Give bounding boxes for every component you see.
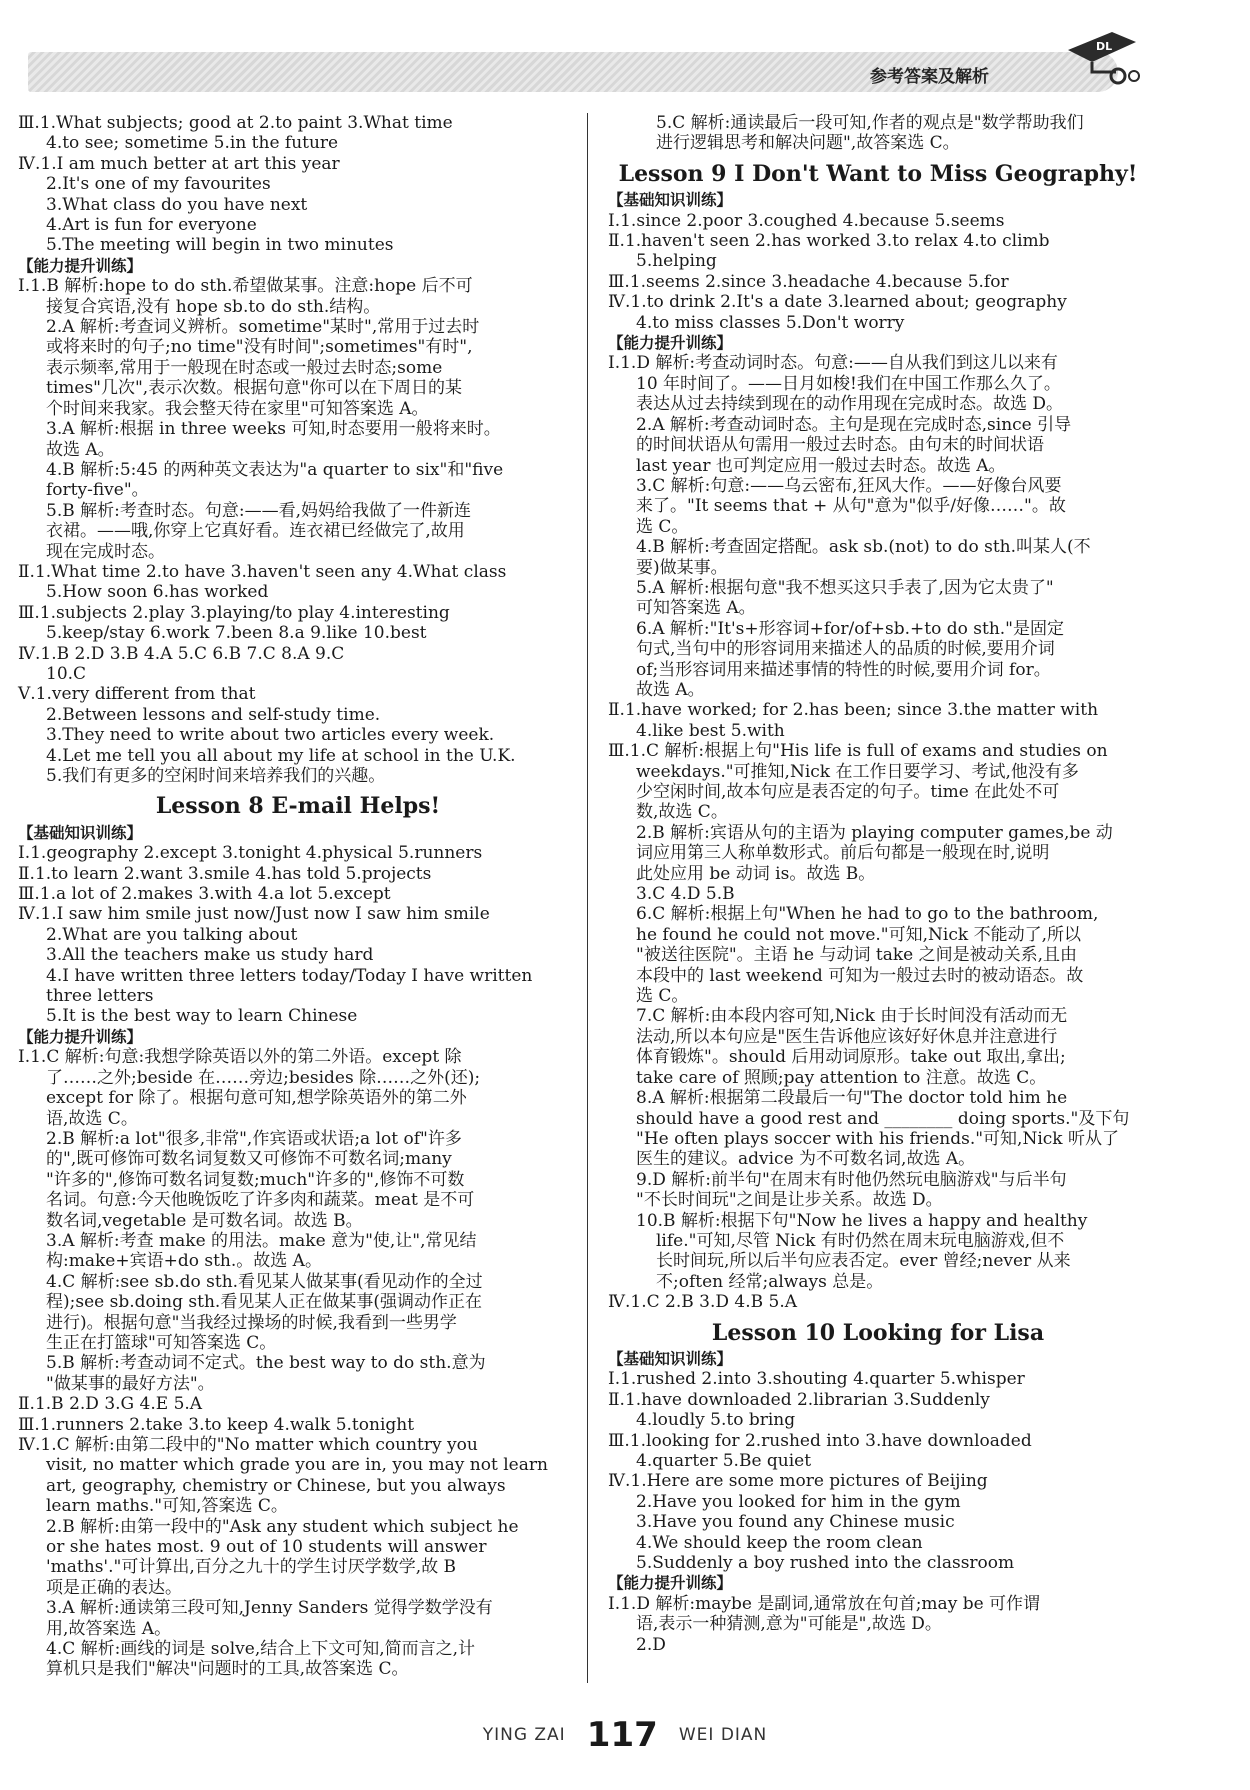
- svg-text:DL: DL: [1096, 40, 1113, 53]
- answer-line: Ⅰ.1.D 解析:maybe 是副词,通常放在句首;may be 可作谓: [608, 1593, 1041, 1614]
- answer-line: 要)做某事。: [636, 557, 728, 578]
- answer-line: 进行逻辑思考和解决问题",故答案选 C。: [656, 133, 960, 154]
- logo-badge-icon: [1062, 28, 1142, 88]
- header-title: 参考答案及解析: [870, 67, 989, 87]
- answer-line: 4.Art is fun for everyone: [46, 215, 257, 236]
- answer-line: art, geography, chemistry or Chinese, but you always: [46, 1475, 506, 1496]
- section-heading: 【基础知识训练】: [18, 823, 143, 842]
- answer-line: 4.C 解析:画线的词是 solve,结合上下文可知,简而言之,计: [46, 1639, 476, 1660]
- answer-line: 5.The meeting will begin in two minutes: [46, 235, 394, 256]
- answer-line: 用,故答案选 A。: [46, 1618, 172, 1639]
- answer-line: 本段中的 last weekend 可知为一般过去时的被动语态。故: [636, 965, 1084, 986]
- answer-line: 5.keep/stay 6.work 7.been 8.a 9.like 10.best: [46, 623, 427, 644]
- answer-line: life."可知,尽管 Nick 有时仍然在周末玩电脑游戏,但不: [656, 1230, 1065, 1251]
- answer-line: Ⅳ.1.Here are some more pictures of Beijing: [608, 1471, 988, 1492]
- left-column: [18, 113, 578, 1680]
- answer-line: 6.A 解析:"It's+形容词+for/of+sb.+to do sth."是固定: [636, 618, 1065, 639]
- answer-line: 5.C 解析:通读最后一段可知,作者的观点是"数学帮助我们: [656, 113, 1084, 133]
- answer-line: 5.A 解析:根据句意"我不想买这只手表了,因为它太贵了": [636, 577, 1054, 598]
- footer-left-text: YING ZAI: [482, 1725, 566, 1745]
- answer-line: Ⅳ.1.C 2.B 3.D 4.B 5.A: [608, 1292, 798, 1313]
- answer-line: 4.We should keep the room clean: [636, 1532, 923, 1553]
- answer-line: 4.Let me tell you all about my life at school in the U.K.: [46, 745, 516, 766]
- section-heading: 【能力提升训练】: [18, 1027, 143, 1046]
- answer-line: 3.C 4.D 5.B: [636, 884, 735, 905]
- answer-line: 5.B 解析:考查时态。句意:——看,妈妈给我做了一件新连: [46, 500, 471, 521]
- answer-line: 故选 A。: [46, 439, 115, 460]
- answer-line: 3.A 解析:考查 make 的用法。make 意为"使,让",常见结: [46, 1230, 477, 1251]
- section-heading: 【能力提升训练】: [608, 1574, 733, 1593]
- answer-line: Ⅰ.1.C 解析:句意:我想学除英语以外的第二外语。except 除: [18, 1047, 462, 1068]
- answer-line: 3.Have you found any Chinese music: [636, 1512, 955, 1533]
- answer-line: 法动,所以本句应是"医生告诉他应该好好休息并注意进行: [636, 1026, 1058, 1047]
- answer-line: 体育锻炼"。should 后用动词原形。take out 取出,拿出;: [636, 1047, 1066, 1068]
- answer-line: 现在完成时态。: [46, 541, 165, 562]
- answer-line: 4.to see; sometime 5.in the future: [46, 133, 339, 154]
- answer-line: Ⅱ.1.B 2.D 3.G 4.E 5.A: [18, 1394, 203, 1415]
- answer-line: 长时间玩,所以后半句应表否定。ever 曾经;never 从来: [656, 1251, 1071, 1272]
- answer-line: 2.A 解析:考查词义辨析。sometime"某时",常用于过去时: [46, 317, 480, 338]
- answer-line: "许多的",修饰可数名词复数;much"许多的",修饰不可数: [46, 1169, 465, 1190]
- answer-line: 3.They need to write about two articles every week.: [46, 725, 495, 746]
- answer-line: of;当形容词用来描述事情的特性的时候,要用介词 for。: [636, 659, 1051, 680]
- answer-line: 9.D 解析:前半句"在周末有时他仍然玩电脑游戏"与后半句: [636, 1169, 1067, 1190]
- answer-line: Ⅳ.1.I am much better at art this year: [18, 153, 340, 174]
- answer-line: 表达从过去持续到现在的动作用现在完成时态。故选 D。: [636, 394, 1064, 415]
- lesson-heading: Lesson 8 E-mail Helps!: [155, 793, 441, 820]
- answer-line: 5.helping: [636, 251, 717, 272]
- answer-line: forty-five"。: [46, 480, 149, 501]
- answer-line: 2.Have you looked for him in the gym: [636, 1491, 961, 1512]
- answer-line: 或将来时的句子;no time"没有时间";sometimes"有时",: [46, 337, 473, 358]
- answer-line: 表示频率,常用于一般现在时态或一般过去时态;some: [46, 357, 443, 378]
- answer-line: 数名词,vegetable 是可数名词。故选 B。: [46, 1210, 363, 1231]
- answer-line: Ⅲ.1.seems 2.since 3.headache 4.because 5.for: [608, 271, 1009, 292]
- answer-line: 3.C 解析:句意:——乌云密布,狂风大作。——好像台风要: [636, 475, 1062, 496]
- answer-line: Ⅰ.1.D 解析:考查动词时态。句意:——自从我们到这儿以来有: [608, 353, 1058, 374]
- answer-line: Ⅱ.1.What time 2.to have 3.haven't seen any 4.What class: [18, 561, 507, 582]
- answer-line: 4.C 解析:see sb.do sth.看见某人做某事(看见动作的全过: [46, 1271, 483, 1292]
- answer-line: 衣裙。——哦,你穿上它真好看。连衣裙已经做完了,故用: [46, 521, 465, 542]
- answer-line: 不;often 经常;always 总是。: [656, 1271, 884, 1292]
- answer-line: Ⅴ.1.very different from that: [18, 684, 256, 705]
- answer-line: learn maths."可知,答案选 C。: [46, 1496, 288, 1517]
- answer-line: 5.我们有更多的空闲时间来培养我们的兴趣。: [46, 766, 386, 786]
- answer-line: or she hates most. 9 out of 10 students will answer: [46, 1537, 487, 1558]
- answer-line: "He often plays soccer with his friends."可知,Nick 听从了: [636, 1128, 1119, 1149]
- answer-line: 句式,当句中的形容词用来描述人的品质的时候,要用介词: [636, 639, 1055, 660]
- answer-line: 语,表示一种猜测,意为"可能是",故选 D。: [636, 1614, 942, 1635]
- answer-line: Ⅰ.1.since 2.poor 3.coughed 4.because 5.seems: [608, 210, 1005, 231]
- answer-line: 选 C。: [636, 986, 689, 1007]
- answer-line: 语,故选 C。: [46, 1108, 138, 1129]
- answer-line: "做某事的最好方法"。: [46, 1373, 215, 1394]
- answer-line: times"几次",表示次数。根据句意"你可以在下周日的某: [46, 378, 463, 399]
- answer-line: 选 C。: [636, 516, 689, 537]
- column-divider: [587, 113, 588, 1683]
- answer-line: 3.A 解析:根据 in three weeks 可知,时态要用一般将来时。: [46, 419, 501, 440]
- answer-line: 4.B 解析:5:45 的两种英文表达为"a quarter to six"和"five: [46, 459, 504, 480]
- answer-line: 8.A 解析:根据第二段最后一句"The doctor told him he: [636, 1088, 1068, 1109]
- answer-line: should have a good rest and ________ doing sports."及下句: [636, 1108, 1130, 1129]
- answer-line: 2.B 解析:由第一段中的"Ask any student which subject he: [46, 1516, 519, 1537]
- answer-line: 2.D: [636, 1634, 666, 1655]
- answer-line: 3.All the teachers make us study hard: [46, 945, 374, 966]
- answer-line: 2.It's one of my favourites: [46, 174, 271, 195]
- answer-line: 了……之外;beside 在……旁边;besides 除……之外(还);: [46, 1067, 481, 1088]
- answer-line: except for 除了。根据句意可知,想学除英语外的第二外: [46, 1088, 467, 1109]
- footer-right-text: WEI DIAN: [678, 1725, 768, 1745]
- answer-line: 2.B 解析:a lot"很多,非常",作宾语或状语;a lot of"许多: [46, 1128, 462, 1149]
- answer-line: last year 也可判定应用一般过去时态。故选 A。: [636, 455, 1006, 476]
- answer-line: 来了。"It seems that + 从句"意为"似乎/好像……"。故: [636, 496, 1066, 517]
- answer-line: 2.A 解析:考查动词时态。主句是现在完成时态,since 引导: [636, 414, 1072, 435]
- answer-line: 进行)。根据句意"当我经过操场的时候,我看到一些男学: [46, 1312, 457, 1333]
- answer-line: 3.What class do you have next: [46, 194, 308, 215]
- section-heading: 【能力提升训练】: [608, 334, 733, 353]
- answer-line: Ⅱ.1.haven't seen 2.has worked 3.to relax 4.to climb: [608, 231, 1050, 252]
- answer-line: 医生的建议。advice 为不可数名词,故选 A。: [636, 1149, 976, 1170]
- answer-line: Ⅱ.1.have downloaded 2.librarian 3.Suddenly: [608, 1389, 990, 1410]
- answer-line: 故选 A。: [636, 679, 705, 700]
- answer-line: "被送往医院"。主语 he 与动词 take 之间是被动关系,且由: [636, 945, 1077, 966]
- answer-line: 的时间状语从句需用一般过去时态。由句末的时间状语: [636, 435, 1044, 456]
- answer-line: Ⅰ.1.geography 2.except 3.tonight 4.physical 5.runners: [18, 843, 483, 864]
- answer-line: Ⅲ.1.What subjects; good at 2.to paint 3.What time: [18, 113, 453, 133]
- answer-line: 词应用第三人称单数形式。前后句都是一般现在时,说明: [636, 843, 1050, 864]
- answer-line: 2.What are you talking about: [46, 924, 298, 945]
- answer-line: Ⅲ.1.a lot of 2.makes 3.with 4.a lot 5.except: [18, 884, 391, 905]
- answer-line: 4.like best 5.with: [636, 720, 785, 741]
- section-heading: 【基础知识训练】: [608, 1349, 733, 1368]
- answer-line: 5.How soon 6.has worked: [46, 582, 269, 603]
- answer-line: Ⅰ.1.rushed 2.into 3.shouting 4.quarter 5.whisper: [608, 1369, 1025, 1390]
- answer-line: 2.Between lessons and self-study time.: [46, 704, 381, 725]
- answer-line: 10.B 解析:根据下句"Now he lives a happy and healthy: [636, 1210, 1088, 1231]
- answer-line: 4.loudly 5.to bring: [636, 1410, 796, 1431]
- answer-line: 此处应用 be 动词 is。故选 B。: [636, 863, 876, 884]
- answer-line: Ⅲ.1.subjects 2.play 3.playing/to play 4.interesting: [18, 602, 450, 623]
- answer-line: 5.It is the best way to learn Chinese: [46, 1006, 358, 1027]
- lesson-heading: Lesson 10 Looking for Lisa: [711, 1319, 1045, 1346]
- answer-line: weekdays."可推知,Nick 在工作日要学习、考试,他没有多: [636, 761, 1079, 782]
- answer-line: Ⅳ.1.B 2.D 3.B 4.A 5.C 6.B 7.C 8.A 9.C: [18, 643, 345, 664]
- answer-line: 10 年时间了。——日月如梭!我们在中国工作那么久了。: [636, 373, 1061, 394]
- answer-line: 4.B 解析:考查固定搭配。ask sb.(not) to do sth.叫某人(不: [636, 537, 1091, 558]
- answer-line: Ⅲ.1.looking for 2.rushed into 3.have downloaded: [608, 1430, 1032, 1451]
- answer-line: 6.C 解析:根据上句"When he had to go to the bathroom,: [636, 904, 1099, 925]
- answer-line: 的",既可修饰可数名词复数又可修饰不可数名词;many: [46, 1149, 452, 1170]
- section-heading: 【基础知识训练】: [608, 191, 733, 210]
- answer-line: 接复合宾语,没有 hope sb.to do sth.结构。: [46, 296, 381, 317]
- answer-line: 4.to miss classes 5.Don't worry: [636, 312, 905, 333]
- answer-line: 4.quarter 5.Be quiet: [636, 1451, 812, 1471]
- answer-line: 程);see sb.doing sth.看见某人正在做某事(强调动作正在: [46, 1292, 482, 1313]
- answer-line: 5.Suddenly a boy rushed into the classroom: [636, 1553, 1015, 1574]
- answer-line: 算机只是我们"解决"问题时的工具,故答案选 C。: [46, 1659, 409, 1680]
- answer-line: 7.C 解析:由本段内容可知,Nick 由于长时间没有活动而无: [636, 1006, 1068, 1027]
- right-column: [608, 113, 1148, 1655]
- lesson-heading: Lesson 9 I Don't Want to Miss Geography!: [618, 160, 1138, 187]
- section-heading: 【能力提升训练】: [18, 256, 143, 275]
- answer-line: 少空闲时间,故本句应是表否定的句子。time 在此处不可: [636, 782, 1060, 802]
- answer-line: he found he could not move."可知,Nick 不能动了,所以: [636, 924, 1081, 945]
- answer-line: Ⅲ.1.C 解析:根据上句"His life is full of exams and studies on: [608, 741, 1108, 762]
- answer-line: 生正在打篮球"可知答案选 C。: [46, 1332, 277, 1353]
- answer-line: 名词。句意:今天他晚饭吃了许多肉和蔬菜。meat 是不可: [46, 1190, 475, 1211]
- answer-line: three letters: [46, 986, 154, 1007]
- answer-line: "不长时间玩"之间是让步关系。故选 D。: [636, 1190, 943, 1211]
- answer-line: Ⅳ.1.I saw him smile just now/Just now I saw him smile: [18, 904, 490, 925]
- answer-line: Ⅱ.1.to learn 2.want 3.smile 4.has told 5.projects: [18, 863, 432, 884]
- answer-line: 4.I have written three letters today/Today I have written: [46, 965, 533, 986]
- answer-line: 构:make+宾语+do sth.。故选 A。: [46, 1251, 322, 1272]
- answer-line: Ⅱ.1.have worked; for 2.has been; since 3.the matter with: [608, 700, 1099, 721]
- answer-line: 5.B 解析:考查动词不定式。the best way to do sth.意为: [46, 1353, 486, 1374]
- answer-line: Ⅲ.1.runners 2.take 3.to keep 4.walk 5.tonight: [18, 1414, 415, 1435]
- page-number: 117: [586, 1715, 658, 1755]
- answer-line: 10.C: [46, 663, 87, 684]
- answer-line: visit, no matter which grade you are in, you may not learn: [46, 1455, 548, 1476]
- answer-line: 个时间来我家。我会整天待在家里"可知答案选 A。: [46, 398, 429, 419]
- answer-line: Ⅰ.1.B 解析:hope to do sth.希望做某事。注意:hope 后不可: [18, 276, 473, 297]
- answer-line: 数,故选 C。: [636, 802, 728, 823]
- answer-line: 可知答案选 A。: [636, 598, 756, 619]
- page-footer: [0, 1715, 1250, 1755]
- answer-line: Ⅳ.1.C 解析:由第二段中的"No matter which country you: [18, 1435, 478, 1455]
- answer-line: 3.A 解析:通读第三段可知,Jenny Sanders 觉得学数学没有: [46, 1598, 493, 1619]
- answer-line: 2.B 解析:宾语从句的主语为 playing computer games,be 动: [636, 822, 1113, 843]
- answer-line: 项是正确的表达。: [46, 1577, 182, 1598]
- answer-line: 'maths'."可计算出,百分之九十的学生讨厌学数学,故 B: [46, 1557, 457, 1578]
- answer-line: Ⅳ.1.to drink 2.It's a date 3.learned about; geography: [608, 292, 1067, 313]
- answer-line: take care of 照顾;pay attention to 注意。故选 C。: [636, 1067, 1047, 1088]
